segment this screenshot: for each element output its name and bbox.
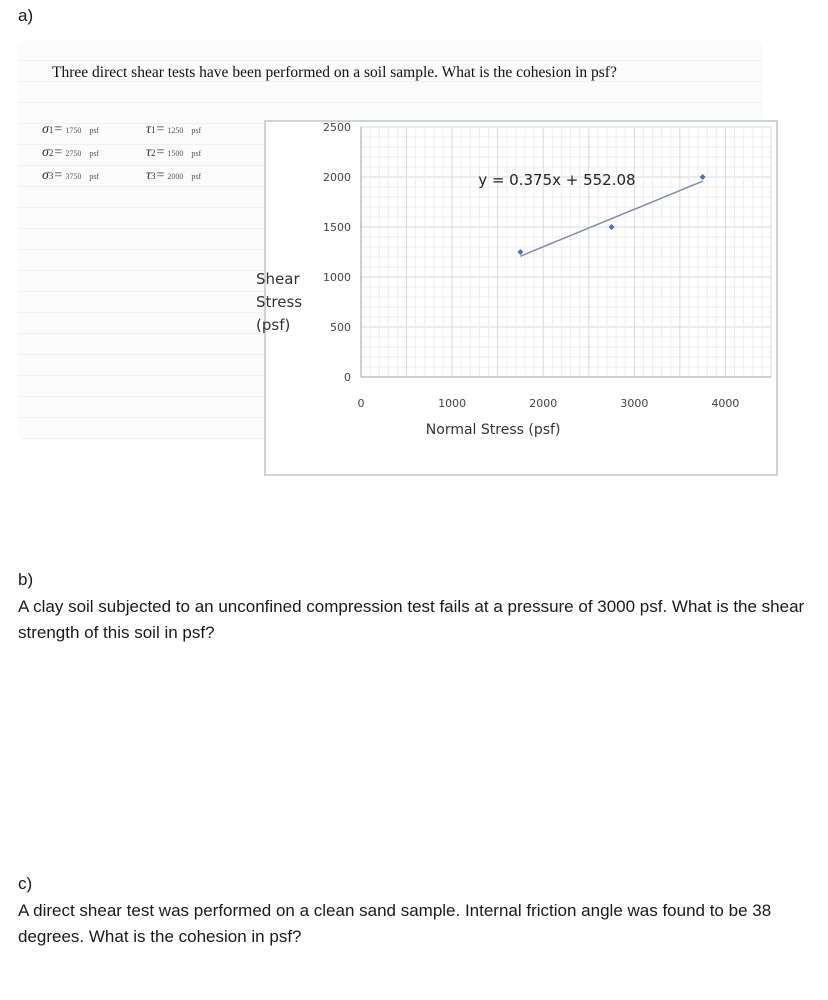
sigma-unit: psf [89, 149, 100, 158]
tau-unit: psf [191, 172, 202, 181]
data-point [517, 249, 523, 255]
tau-value: 1500 [167, 149, 184, 158]
shear-stress-chart [256, 121, 776, 474]
test-row-1 [42, 122, 250, 145]
y-tick-label: 1000 [323, 271, 351, 284]
sigma-subscript: 3 [48, 171, 54, 181]
normal-stress-1: σ 1 = 1750 psf [42, 122, 100, 137]
axes [361, 127, 771, 377]
y-tick-label: 2000 [323, 171, 351, 184]
chart-area [256, 120, 778, 476]
shear-stress-2: τ 2 = 1500 psf [146, 145, 202, 160]
tau-subscript: 1 [151, 125, 156, 135]
sigma-subscript: 1 [48, 125, 54, 135]
y-tick-label: 1500 [323, 221, 351, 234]
y-tick-label: 2500 [323, 121, 351, 134]
sigma-value: 3750 [65, 172, 82, 181]
x-axis-title: Normal Stress (psf) [425, 422, 561, 438]
tau-value: 2000 [167, 172, 184, 181]
data-point [609, 224, 615, 230]
tau-unit: psf [191, 149, 202, 158]
y-tick-label: 500 [330, 321, 351, 334]
sigma-symbol: σ [42, 168, 49, 183]
part-a-question: Three direct shear tests have been performed on a soil sample. What is the cohesion in psf? [52, 64, 617, 81]
tau-symbol: τ [146, 145, 152, 160]
sigma-symbol: σ [42, 145, 49, 160]
normal-stress-3: σ 3 = 3750 psf [42, 168, 100, 183]
part-c-question: A direct shear test was performed on a clean sand sample. Internal friction angle was found to be 38 degrees. What is the cohesion in psf? [18, 901, 772, 946]
part-b-label: b) [18, 570, 34, 589]
sigma-subscript: 2 [48, 148, 54, 158]
shear-stress-1: τ 1 = 1250 psf [146, 122, 202, 137]
tau-symbol: τ [146, 168, 152, 183]
trendline-equation: y = 0.375x + 552.08 [478, 171, 636, 189]
sigma-unit: psf [89, 172, 100, 181]
shear-stress-3: τ 3 = 2000 psf [146, 168, 202, 183]
x-tick-label: 4000 [711, 397, 740, 410]
problem-a-image [18, 40, 763, 440]
y-axis-title-line: Stress [256, 293, 303, 311]
x-tick-label: 1000 [438, 397, 467, 410]
part-c-label: c) [18, 874, 33, 893]
tau-subscript: 2 [151, 148, 156, 158]
tau-value: 1250 [167, 126, 184, 135]
test-data-table [42, 122, 250, 191]
sigma-value: 1750 [65, 126, 82, 135]
sigma-value: 2750 [65, 149, 82, 158]
y-axis-title-line: (psf) [256, 316, 291, 334]
tau-symbol: τ [146, 122, 152, 137]
gridlines [361, 127, 771, 377]
sigma-unit: psf [89, 126, 100, 135]
test-row-2 [42, 145, 250, 168]
y-tick-label: 0 [344, 371, 351, 384]
x-tick-label: 0 [357, 397, 365, 410]
x-tick-label: 3000 [620, 397, 649, 410]
trendline [520, 181, 702, 256]
tau-subscript: 3 [151, 171, 156, 181]
part-b-question: A clay soil subjected to an unconfined compression test fails at a pressure of 3000 psf. What is the shear strength of this soil in psf? [18, 597, 805, 642]
y-axis-title-line: Shear [256, 270, 300, 288]
normal-stress-2: σ 2 = 2750 psf [42, 145, 100, 160]
tau-unit: psf [191, 126, 202, 135]
part-a-label: a) [18, 6, 34, 25]
test-row-3 [42, 168, 250, 191]
data-point [700, 174, 706, 180]
x-tick-label: 2000 [529, 397, 558, 410]
trendline-group [520, 181, 702, 256]
sigma-symbol: σ [42, 122, 49, 137]
